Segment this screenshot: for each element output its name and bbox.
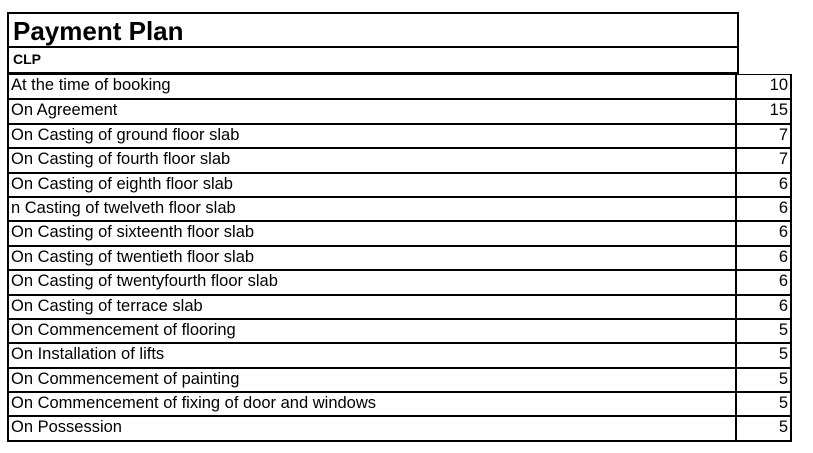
table-row — [7, 147, 792, 171]
milestone-label: On Commencement of painting — [7, 369, 737, 391]
table-row — [7, 391, 792, 415]
milestone-label: On Casting of sixteenth floor slab — [7, 222, 737, 244]
table-row — [7, 98, 792, 122]
milestone-label: On Casting of ground floor slab — [7, 125, 737, 147]
percentage-value: 15 — [737, 100, 792, 122]
table-row — [7, 123, 792, 147]
percentage-value: 6 — [737, 222, 792, 244]
milestone-label: On Possession — [7, 417, 737, 439]
table-row — [7, 367, 792, 391]
milestone-label: On Agreement — [7, 100, 737, 122]
milestone-label: On Installation of lifts — [7, 344, 737, 366]
milestone-label: On Commencement of flooring — [7, 320, 737, 342]
table-row — [7, 269, 792, 293]
percentage-value: 5 — [737, 417, 792, 439]
table-row — [7, 74, 792, 98]
percentage-value: 5 — [737, 393, 792, 415]
percentage-value: 6 — [737, 247, 792, 269]
milestone-label: On Casting of terrace slab — [7, 296, 737, 318]
table-row — [7, 220, 792, 244]
milestone-label: On Commencement of fixing of door and windows — [7, 393, 737, 415]
table-row — [7, 245, 792, 269]
table-row — [7, 415, 792, 439]
page-title: Payment Plan — [7, 12, 739, 48]
milestone-label: n Casting of twelveth floor slab — [7, 198, 737, 220]
percentage-value: 6 — [737, 271, 792, 293]
plan-type-label: CLP — [7, 48, 739, 74]
milestone-label: On Casting of twentieth floor slab — [7, 247, 737, 269]
percentage-value: 5 — [737, 344, 792, 366]
percentage-value: 5 — [737, 320, 792, 342]
percentage-value: 6 — [737, 174, 792, 196]
percentage-value: 10 — [737, 75, 792, 98]
milestone-label: At the time of booking — [7, 75, 737, 98]
percentage-value: 7 — [737, 149, 792, 171]
percentage-value: 6 — [737, 296, 792, 318]
percentage-value: 5 — [737, 369, 792, 391]
table-row — [7, 172, 792, 196]
table-row — [7, 342, 792, 366]
table-row — [7, 294, 792, 318]
milestone-label: On Casting of eighth floor slab — [7, 174, 737, 196]
milestone-label: On Casting of fourth floor slab — [7, 149, 737, 171]
table-row — [7, 196, 792, 220]
payment-rows — [7, 74, 792, 442]
percentage-value: 6 — [737, 198, 792, 220]
table-row — [7, 318, 792, 342]
percentage-value: 7 — [737, 125, 792, 147]
milestone-label: On Casting of twentyfourth floor slab — [7, 271, 737, 293]
